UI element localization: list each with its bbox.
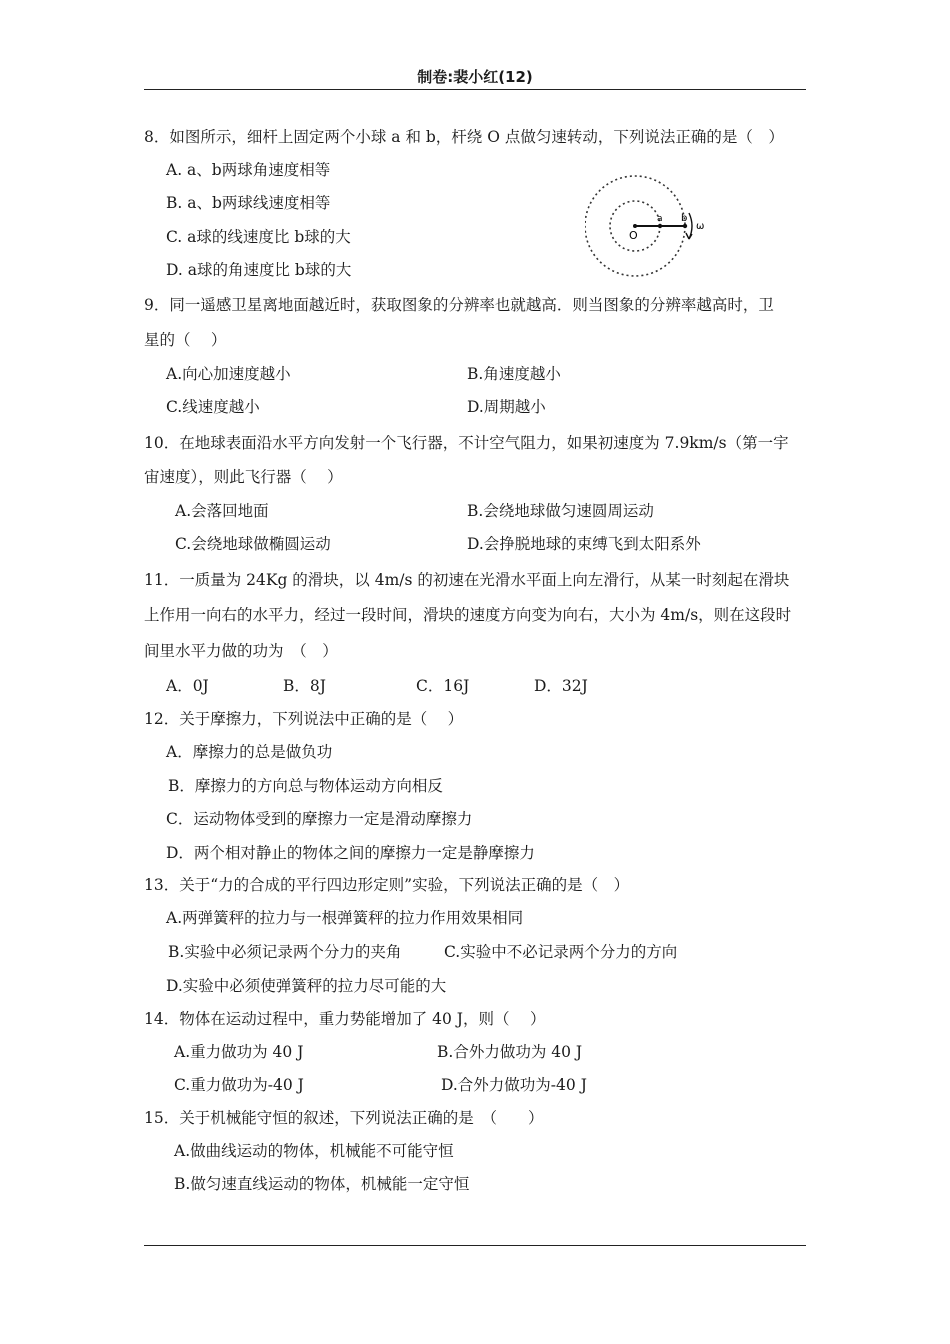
- question-14-option-a: A.重力做功为 40 J: [174, 1043, 304, 1061]
- question-10-option-c: C.会绕地球做椭圆运动: [175, 535, 331, 553]
- question-10-stem-line-2: 宙速度），则此飞行器（ ）: [144, 468, 343, 486]
- question-12-stem: 12．关于摩擦力，下列说法中正确的是（ ）: [144, 710, 464, 728]
- pivot-point: [633, 224, 637, 228]
- question-8-stem: 8．如图所示，细杆上固定两个小球 a 和 b，杆绕 O 点做匀速转动，下列说法正确的是（ ）: [144, 128, 784, 146]
- question-14-stem: 14．物体在运动过程中，重力势能增加了 40 J，则（ ）: [144, 1010, 546, 1028]
- question-13-option-b: B.实验中必须记录两个分力的夹角: [168, 943, 402, 961]
- question-9-stem-line-1: 9．同一遥感卫星离地面越近时，获取图象的分辨率也就越高．则当图象的分辨率越高时，卫: [144, 296, 774, 314]
- figure-label-a: a: [657, 214, 663, 224]
- ball-b: [683, 224, 687, 228]
- question-14-option-b: B.合外力做功为 40 J: [437, 1043, 583, 1061]
- figure-label-o: O: [629, 229, 638, 242]
- question-13-stem: 13．关于“力的合成的平行四边形定则”实验，下列说法正确的是（ ）: [144, 876, 630, 894]
- question-15-option-b: B.做匀速直线运动的物体，机械能一定守恒: [174, 1175, 470, 1193]
- question-8-option-b: B. a、b两球线速度相等: [166, 194, 331, 212]
- question-13-option-c: C.实验中不必记录两个分力的方向: [444, 943, 678, 961]
- question-11-option-c: C．16J: [416, 677, 470, 695]
- question-12-option-c: C．运动物体受到的摩擦力一定是滑动摩擦力: [166, 810, 473, 828]
- question-11-stem-line-1: 11．一质量为 24Kg 的滑块，以 4m/s 的初速在光滑水平面上向左滑行，从某一时刻起在滑块: [144, 571, 790, 589]
- question-15-option-a: A.做曲线运动的物体，机械能不可能守恒: [174, 1142, 454, 1160]
- question-10-option-d: D.会挣脱地球的束缚飞到太阳系外: [467, 535, 701, 553]
- question-9-option-d: D.周期越小: [467, 398, 546, 416]
- question-14-option-d: D.合外力做功为-40 J: [441, 1076, 587, 1094]
- question-13-option-d: D.实验中必须使弹簧秤的拉力尽可能的大: [166, 977, 447, 995]
- question-11-option-d: D．32J: [534, 677, 588, 695]
- question-11-option-b: B．8J: [283, 677, 326, 695]
- ball-a: [658, 224, 662, 228]
- figure-label-b: b: [681, 213, 688, 224]
- question-10-option-b: B.会绕地球做匀速圆周运动: [467, 502, 654, 520]
- question-14-option-c: C.重力做功为-40 J: [174, 1076, 304, 1094]
- question-8-option-a: A. a、b两球角速度相等: [166, 161, 331, 179]
- figure-label-omega: ω: [696, 221, 705, 232]
- question-15-stem: 15．关于机械能守恒的叙述，下列说法正确的是 （ ）: [144, 1109, 544, 1127]
- question-12-option-b: B．摩擦力的方向总与物体运动方向相反: [168, 777, 443, 795]
- question-11-stem-line-3: 间里水平力做的功为 （ ）: [144, 642, 338, 660]
- question-9-stem-line-2: 星的（ ）: [144, 331, 227, 349]
- question-11-stem-line-2: 上作用一向右的水平力，经过一段时间，滑块的速度方向变为向右，大小为 4m/s，则在这段时: [144, 606, 792, 624]
- page-header-title: 制卷:裴小红(12): [417, 68, 533, 86]
- question-9-option-a: A.向心加速度越小: [166, 365, 291, 383]
- question-11-option-a: A．0J: [166, 677, 209, 695]
- question-12-option-d: D．两个相对静止的物体之间的摩擦力一定是静摩擦力: [166, 844, 535, 862]
- question-9-option-c: C.线速度越小: [166, 398, 260, 416]
- question-13-option-a: A.两弹簧秤的拉力与一根弹簧秤的拉力作用效果相同: [166, 909, 524, 927]
- question-12-option-a: A．摩擦力的总是做负功: [166, 743, 333, 761]
- header-rule: [144, 89, 806, 90]
- footer-rule: [144, 1245, 806, 1246]
- question-10-stem-line-1: 10．在地球表面沿水平方向发射一个飞行器，不计空气阻力，如果初速度为 7.9km/s（第一宇: [144, 434, 789, 452]
- question-10-option-a: A.会落回地面: [175, 502, 269, 520]
- question-8-option-c: C. a球的线速度比 b球的大: [166, 228, 351, 246]
- question-9-option-b: B.角速度越小: [467, 365, 561, 383]
- rotating-rod-figure: [585, 173, 715, 283]
- question-8-option-d: D. a球的角速度比 b球的大: [166, 261, 352, 279]
